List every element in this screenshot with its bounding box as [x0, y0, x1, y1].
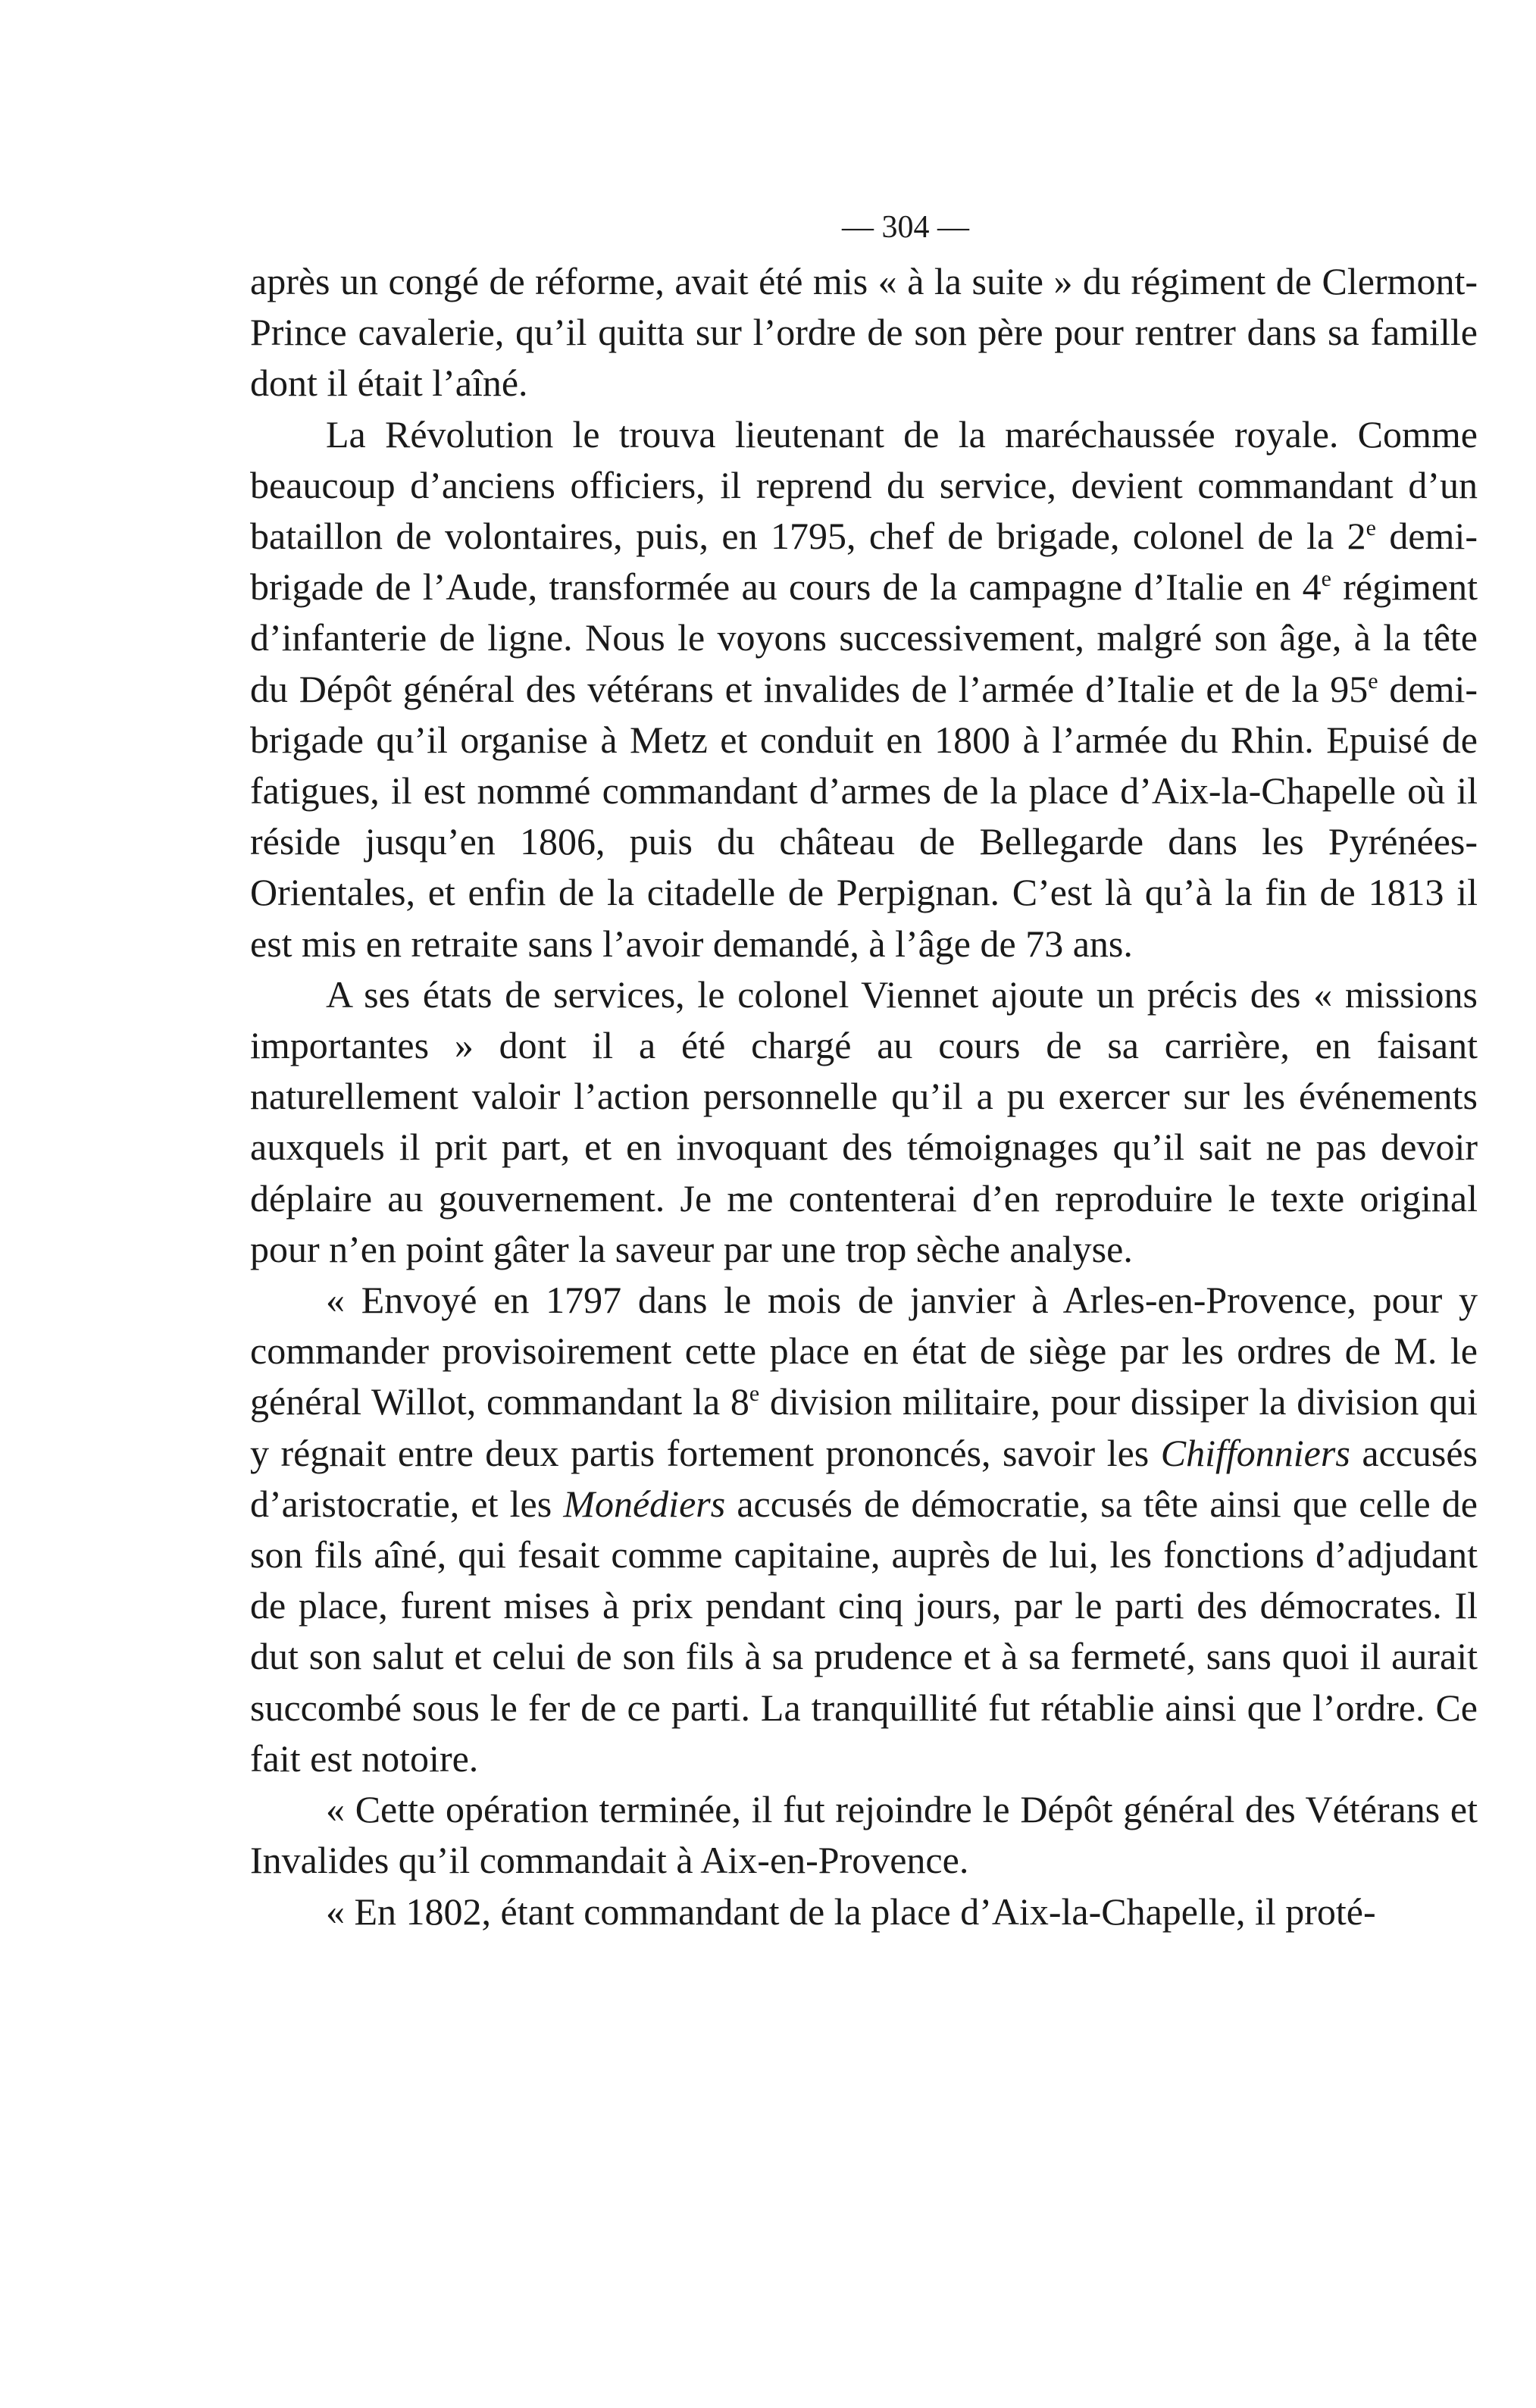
superscript: e	[1368, 668, 1378, 694]
paragraph	[250, 256, 1478, 409]
body-text	[250, 256, 1478, 1937]
text-run: accusés de démocratie, sa tête ainsi que celle de son fils aîné, qui fesait comme capitaine, auprès de lui, les fonctions d’adjudant de place, furent mises à prix pendant cinq jours, par le parti des démocrates. Il dut son salut et celui de son fils à sa prudence et à sa fermeté, sans quoi il aurait succombé sous le fer de ce parti. La tranquillité fut rétablie ainsi que l’ordre. Ce fait est notoire.	[250, 1482, 1478, 1780]
text-run: « Envoyé en 1797 dans le mois de janvier à Arles-en-Provence, pour y commander provisoirement cette place en état de siège par les ordres de M. le général Willot, commandant la 8	[250, 1279, 1478, 1423]
superscript: e	[1321, 566, 1331, 592]
superscript: e	[749, 1381, 760, 1407]
text-run: « Cette opération terminée, il fut rejoindre le Dépôt général des Vétérans et Invalides qu’il commandait à Aix-en-Provence.	[250, 1788, 1478, 1882]
paragraph	[250, 1784, 1478, 1886]
paragraph	[250, 1887, 1478, 1937]
text-run: demi-brigade qu’il organise à Metz et conduit en 1800 à l’armée du Rhin. Epuisé de fatigues, il est nommé commandant d’armes de la place d’Aix-la-Chapelle où il réside jusqu’en 1806, puis du château de Bellegarde dans les Pyrénées-Orientales, et enfin de la citadelle de Perpignan. C’est là qu’à la fin de 1813 il est mis en retraite sans l’avoir demandé, à l’âge de 73 ans.	[250, 667, 1478, 965]
superscript: e	[1366, 515, 1376, 541]
paragraph	[250, 1275, 1478, 1784]
text-run: « En 1802, étant commandant de la place d’Aix-la-Chapelle, il proté-	[326, 1890, 1376, 1933]
paragraph	[250, 969, 1478, 1275]
text-run: A ses états de services, le colonel Viennet ajoute un précis des « missions importantes » dont il a été chargé au cours de sa carrière, en faisant naturellement valoir l’action personnelle qu’il a pu exercer sur les événements auxquels il prit part, et en invoquant des témoignages qu’il sait ne pas devoir déplaire au gouvernement. Je me contenterai d’en reproduire le texte original pour n’en point gâter la saveur par une trop sèche analyse.	[250, 972, 1478, 1270]
text-run: accusés d’aristocratie, et les	[250, 1431, 1478, 1525]
text-run: division militaire, pour dissiper la division qui y régnait entre deux partis fortement prononcés, savoir les	[250, 1380, 1478, 1474]
text-run: régiment d’infanterie de ligne. Nous le voyons successivement, malgré son âge, à la tête du Dépôt général des vétérans et invalides de l’armée d’Italie et de la 95	[250, 565, 1478, 710]
paragraph	[250, 409, 1478, 969]
page-number: — 304 —	[842, 210, 969, 245]
italic-term: Monédiers	[563, 1482, 726, 1525]
italic-term: Chiffonniers	[1160, 1431, 1350, 1474]
page	[250, 205, 1478, 1937]
text-run: demi-brigade de l’Aude, transformée au cours de la campagne d’Italie en 4	[250, 515, 1478, 609]
text-run: après un congé de réforme, avait été mis « à la suite » du régiment de Clermont-Prince cavalerie, qu’il quitta sur l’ordre de son père pour rentrer dans sa famille dont il était l’aîné.	[250, 260, 1478, 405]
text-run: La Révolution le trouva lieutenant de la maréchaussée royale. Comme beaucoup d’anciens officiers, il reprend du service, devient commandant d’un bataillon de volontaires, puis, en 1795, chef de brigade, colonel de la 2	[250, 412, 1478, 558]
